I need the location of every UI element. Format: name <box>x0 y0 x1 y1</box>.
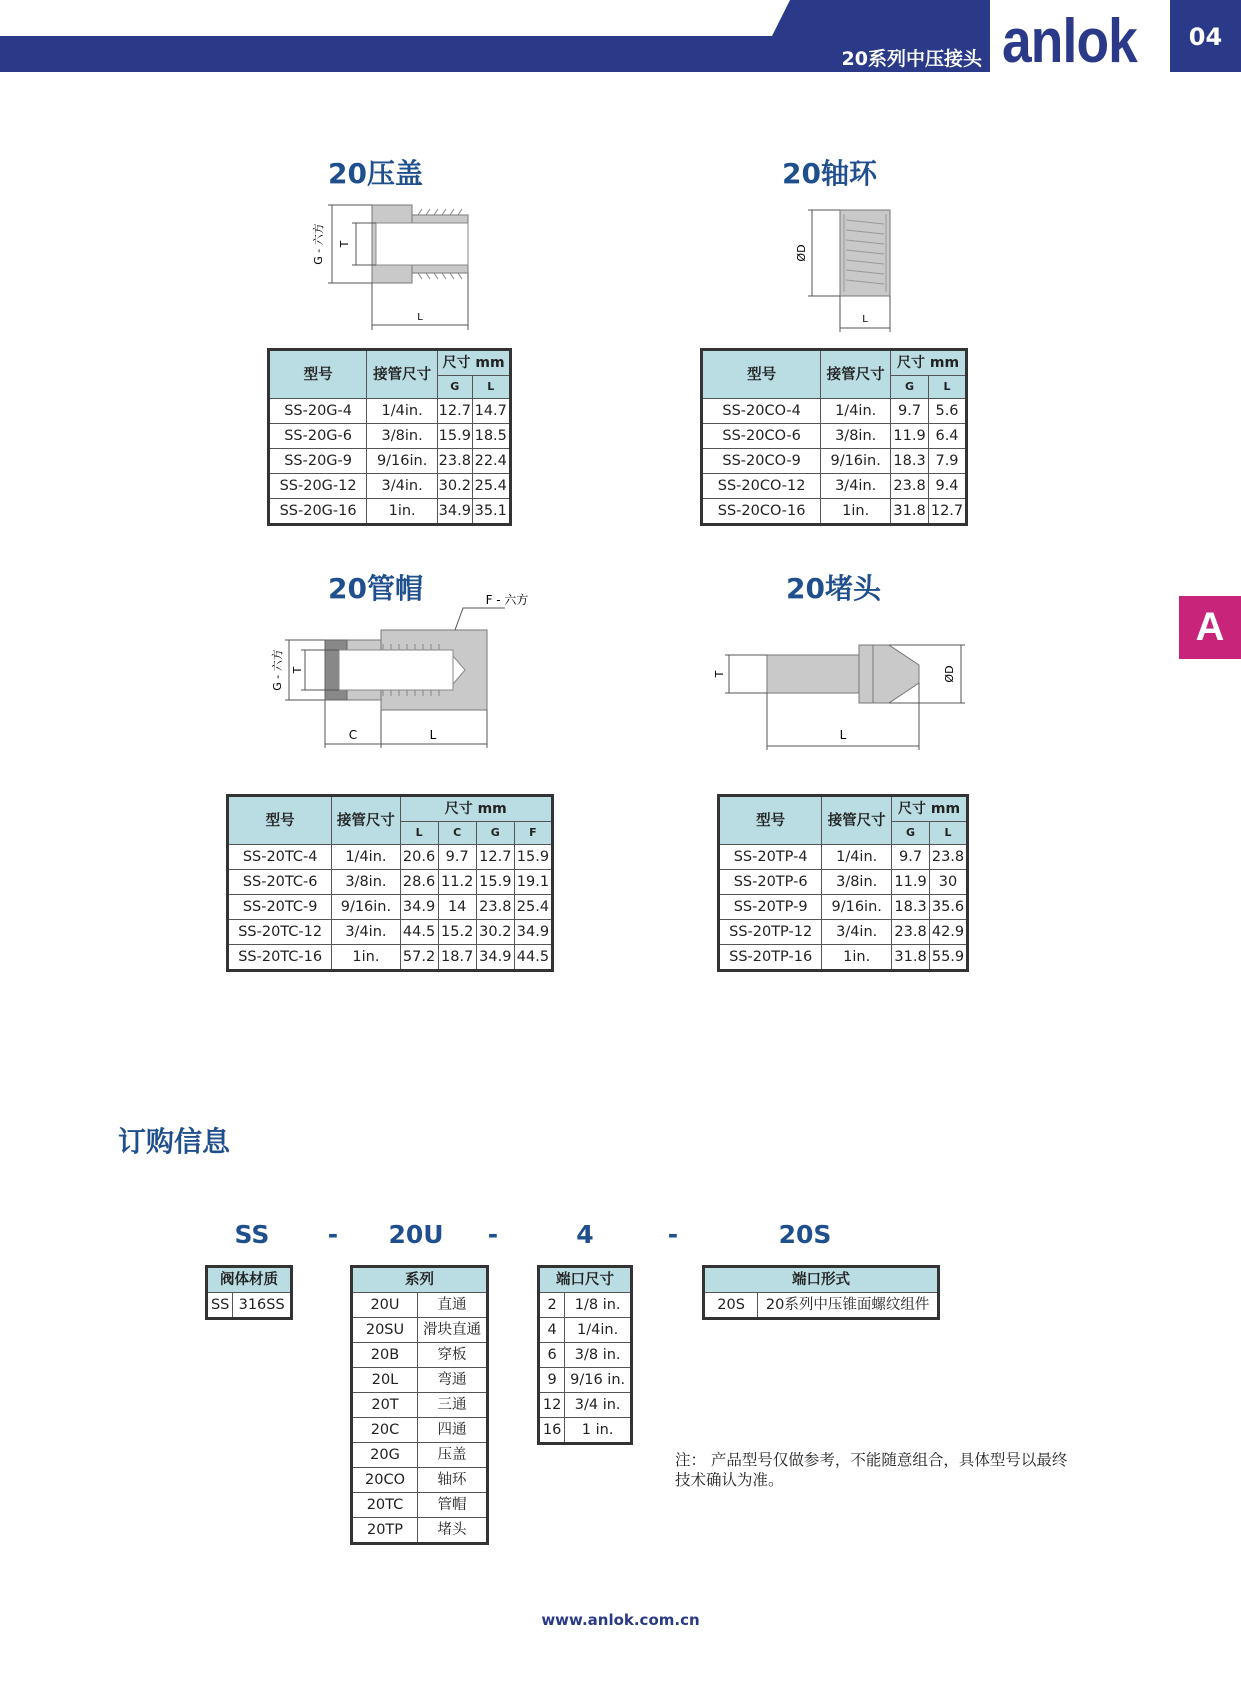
table-row <box>539 1318 632 1343</box>
table-cell: 直通 <box>418 1293 488 1318</box>
table-row <box>269 399 511 424</box>
gland-dim-g: G - 六方 <box>312 223 325 265</box>
table-cell: 20.6 <box>400 845 438 870</box>
table-row <box>207 1293 292 1319</box>
table-cell: SS-20TP-9 <box>719 895 822 920</box>
port-size-table <box>537 1265 633 1445</box>
footer-url[interactable]: www.anlok.com.cn <box>541 1611 700 1629</box>
table-cell: 42.9 <box>930 920 968 945</box>
code-series: 20U <box>388 1220 444 1249</box>
table-row <box>269 474 511 499</box>
table-cell: 12.7 <box>929 499 967 525</box>
cap-dim-g: G - 六方 <box>271 649 284 691</box>
table-cell: 35.6 <box>930 895 968 920</box>
table-cell: 20G <box>352 1443 418 1468</box>
table-cell: 7.9 <box>929 449 967 474</box>
cap-table <box>226 794 554 972</box>
table-cell: 34.9 <box>514 920 552 945</box>
table-cell: 3/4 in. <box>565 1393 632 1418</box>
table-cell: 9.4 <box>929 474 967 499</box>
table-cell: SS-20G-4 <box>269 399 367 424</box>
table-row <box>352 1418 488 1443</box>
table-row <box>719 870 968 895</box>
collar-table <box>700 348 968 526</box>
table-cell: 34.9 <box>476 945 514 971</box>
table-cell: 20TC <box>352 1493 418 1518</box>
table-row <box>719 945 968 971</box>
table-cell: SS-20G-12 <box>269 474 367 499</box>
table-cell: SS-20CO-16 <box>702 499 821 525</box>
port-form-table <box>702 1265 940 1320</box>
table-row <box>719 920 968 945</box>
header-size-mm: 尺寸 mm <box>891 350 967 376</box>
table-cell: 14.7 <box>472 399 511 424</box>
table-cell: 30 <box>930 870 968 895</box>
table-cell: SS-20TC-16 <box>228 945 332 971</box>
table-cell: 9.7 <box>891 399 929 424</box>
table-row <box>352 1468 488 1493</box>
table-cell: 18.5 <box>472 424 511 449</box>
table-cell: 31.8 <box>891 499 929 525</box>
plug-dim-t: T <box>713 670 726 678</box>
table-cell: 316SS <box>233 1293 292 1319</box>
table-cell: 23.8 <box>476 895 514 920</box>
header-col: G <box>476 822 514 845</box>
table-cell: 22.4 <box>472 449 511 474</box>
table-row <box>352 1318 488 1343</box>
table-cell: 9.7 <box>892 845 930 870</box>
table-cell: 57.2 <box>400 945 438 971</box>
table-cell: 三通 <box>418 1393 488 1418</box>
code-dash: - <box>667 1220 679 1249</box>
table-cell: 20SU <box>352 1318 418 1343</box>
table-cell: 1/8 in. <box>565 1293 632 1318</box>
section-tab: A <box>1179 596 1241 659</box>
table-cell: 23.8 <box>930 845 968 870</box>
collar-dim-d: ØD <box>795 244 808 262</box>
table-cell: 9/16in. <box>822 895 892 920</box>
table-cell: 44.5 <box>514 945 552 971</box>
gland-drawing <box>300 195 500 335</box>
header-size-mm: 尺寸 mm <box>400 796 552 822</box>
table-cell: 9/16 in. <box>565 1368 632 1393</box>
table-row <box>702 474 967 499</box>
header-tube-size: 接管尺寸 <box>367 350 438 399</box>
page-number: 04 <box>1170 0 1241 72</box>
material-header: 阀体材质 <box>207 1267 292 1293</box>
code-port-size: 4 <box>576 1220 594 1249</box>
table-cell: SS-20TP-4 <box>719 845 822 870</box>
table-cell: 1in. <box>822 945 892 971</box>
series-title: 20系列中压接头 <box>841 48 982 70</box>
table-row <box>539 1418 632 1444</box>
table-cell: 3/8in. <box>822 870 892 895</box>
table-row <box>719 845 968 870</box>
table-cell: SS-20CO-9 <box>702 449 821 474</box>
table-row <box>228 870 553 895</box>
table-row <box>269 449 511 474</box>
anlok-logo: anlok <box>1002 7 1137 76</box>
table-cell: 1/4in. <box>822 845 892 870</box>
header-col: L <box>930 822 968 845</box>
series-header: 系列 <box>352 1267 488 1293</box>
table-cell: SS-20G-6 <box>269 424 367 449</box>
header-model: 型号 <box>719 796 822 845</box>
table-cell: 1/4in. <box>332 845 400 870</box>
table-cell: 20系列中压锥面螺纹组件 <box>758 1293 939 1319</box>
table-cell: 3/4in. <box>822 920 892 945</box>
header-col: G <box>438 376 472 399</box>
table-cell: 15.9 <box>476 870 514 895</box>
table-row <box>228 920 553 945</box>
collar-title: 20轴环 <box>782 157 877 190</box>
port-size-header: 端口尺寸 <box>539 1267 632 1293</box>
table-cell: 18.3 <box>891 449 929 474</box>
cap-dim-t: T <box>291 666 304 674</box>
table-row <box>228 845 553 870</box>
table-cell: 压盖 <box>418 1443 488 1468</box>
code-port-form: 20S <box>778 1220 832 1249</box>
code-dash: - <box>487 1220 499 1249</box>
plug-drawing <box>715 635 975 755</box>
table-cell: 12 <box>539 1393 565 1418</box>
table-row <box>704 1293 939 1319</box>
table-cell: 19.1 <box>514 870 552 895</box>
table-cell: 1 in. <box>565 1418 632 1444</box>
table-row <box>539 1393 632 1418</box>
cap-dim-c: C <box>348 728 358 742</box>
table-cell: SS-20CO-4 <box>702 399 821 424</box>
ordering-note: 注： 产品型号仅做参考，不能随意组合，具体型号以最终技术确认为准。 <box>675 1451 1068 1489</box>
table-row <box>539 1343 632 1368</box>
header-col: G <box>891 376 929 399</box>
table-row <box>352 1343 488 1368</box>
table-cell: 2 <box>539 1293 565 1318</box>
table-cell: 34.9 <box>400 895 438 920</box>
code-material: SS <box>234 1220 270 1249</box>
table-row <box>269 499 511 525</box>
header-tube-size: 接管尺寸 <box>821 350 891 399</box>
table-cell: 28.6 <box>400 870 438 895</box>
table-row <box>269 424 511 449</box>
table-cell: SS-20G-16 <box>269 499 367 525</box>
table-cell: 12.7 <box>476 845 514 870</box>
table-cell: 35.1 <box>472 499 511 525</box>
gland-title: 20压盖 <box>328 157 423 190</box>
table-row <box>702 449 967 474</box>
header-size-mm: 尺寸 mm <box>438 350 511 376</box>
table-cell: 11.9 <box>891 424 929 449</box>
header-model: 型号 <box>269 350 367 399</box>
table-cell: 滑块直通 <box>418 1318 488 1343</box>
table-cell: 1/4in. <box>367 399 438 424</box>
table-cell: 11.9 <box>892 870 930 895</box>
material-table <box>205 1265 293 1320</box>
table-cell: 9 <box>539 1368 565 1393</box>
table-cell: 23.8 <box>438 449 472 474</box>
port-form-header: 端口形式 <box>704 1267 939 1293</box>
header-col: C <box>438 822 476 845</box>
table-cell: 6.4 <box>929 424 967 449</box>
table-cell: 堵头 <box>418 1518 488 1544</box>
table-cell: 20B <box>352 1343 418 1368</box>
plug-title: 20堵头 <box>786 572 881 605</box>
table-cell: 20C <box>352 1418 418 1443</box>
gland-table <box>267 348 512 526</box>
table-cell: 15.2 <box>438 920 476 945</box>
cap-drawing <box>265 593 530 748</box>
header-size-mm: 尺寸 mm <box>892 796 968 822</box>
table-row <box>539 1368 632 1393</box>
table-cell: 20CO <box>352 1468 418 1493</box>
table-row <box>228 895 553 920</box>
table-cell: 3/8in. <box>367 424 438 449</box>
table-cell: 5.6 <box>929 399 967 424</box>
table-row <box>228 945 553 971</box>
table-cell: 3/8in. <box>821 424 891 449</box>
table-row <box>352 1393 488 1418</box>
table-cell: 14 <box>438 895 476 920</box>
table-cell: 1in. <box>821 499 891 525</box>
table-cell: 1in. <box>367 499 438 525</box>
table-cell: SS-20TP-6 <box>719 870 822 895</box>
table-row <box>352 1518 488 1544</box>
table-cell: SS-20CO-12 <box>702 474 821 499</box>
table-cell: 11.2 <box>438 870 476 895</box>
table-cell: 15.9 <box>438 424 472 449</box>
table-cell: 25.4 <box>514 895 552 920</box>
plug-dim-l: L <box>839 728 847 742</box>
table-cell: 穿板 <box>418 1343 488 1368</box>
table-row <box>539 1293 632 1318</box>
table-cell: 20T <box>352 1393 418 1418</box>
table-cell: 9.7 <box>438 845 476 870</box>
table-cell: SS-20TC-12 <box>228 920 332 945</box>
table-cell: 20U <box>352 1293 418 1318</box>
table-row <box>719 895 968 920</box>
gland-dim-t: T <box>338 240 351 248</box>
cap-title: 20管帽 <box>328 572 423 605</box>
table-cell: 6 <box>539 1343 565 1368</box>
header-col: G <box>892 822 930 845</box>
table-cell: 3/8 in. <box>565 1343 632 1368</box>
table-cell: 16 <box>539 1418 565 1444</box>
table-cell: 31.8 <box>892 945 930 971</box>
table-cell: SS-20TC-9 <box>228 895 332 920</box>
table-cell: 15.9 <box>514 845 552 870</box>
collar-drawing <box>790 200 910 335</box>
plug-table <box>717 794 969 972</box>
table-cell: 18.3 <box>892 895 930 920</box>
table-cell: 4 <box>539 1318 565 1343</box>
header-tube-size: 接管尺寸 <box>822 796 892 845</box>
header-col: F <box>514 822 552 845</box>
header-col: L <box>400 822 438 845</box>
table-cell: 9/16in. <box>332 895 400 920</box>
table-cell: 1in. <box>332 945 400 971</box>
table-cell: SS-20TP-12 <box>719 920 822 945</box>
table-cell: 9/16in. <box>367 449 438 474</box>
header-model: 型号 <box>702 350 821 399</box>
series-table <box>350 1265 489 1545</box>
plug-dim-d: ØD <box>943 665 956 683</box>
table-cell: 23.8 <box>892 920 930 945</box>
table-cell: 3/8in. <box>332 870 400 895</box>
table-cell: 12.7 <box>438 399 472 424</box>
table-cell: 弯通 <box>418 1368 488 1393</box>
table-cell: SS-20TC-4 <box>228 845 332 870</box>
table-cell: 四通 <box>418 1418 488 1443</box>
table-row <box>352 1293 488 1318</box>
table-cell: 30.2 <box>438 474 472 499</box>
table-cell: SS <box>207 1293 233 1319</box>
table-cell: 25.4 <box>472 474 511 499</box>
cap-dim-f: F - 六方 <box>485 593 529 607</box>
table-row <box>702 499 967 525</box>
table-cell: SS-20TP-16 <box>719 945 822 971</box>
table-row <box>702 424 967 449</box>
table-cell: 管帽 <box>418 1493 488 1518</box>
table-cell: 23.8 <box>891 474 929 499</box>
table-cell: 18.7 <box>438 945 476 971</box>
table-cell: SS-20TC-6 <box>228 870 332 895</box>
table-cell: 1/4in. <box>821 399 891 424</box>
table-row <box>352 1493 488 1518</box>
table-cell: 3/4in. <box>821 474 891 499</box>
table-row <box>352 1443 488 1468</box>
gland-dim-l: L <box>417 312 423 323</box>
header-tube-size: 接管尺寸 <box>332 796 400 845</box>
header-col: L <box>929 376 967 399</box>
header-model: 型号 <box>228 796 332 845</box>
ordering-title: 订购信息 <box>118 1125 231 1158</box>
table-cell: 3/4in. <box>367 474 438 499</box>
table-cell: 9/16in. <box>821 449 891 474</box>
table-cell: 20L <box>352 1368 418 1393</box>
collar-dim-l: L <box>862 314 868 325</box>
table-row <box>702 399 967 424</box>
table-cell: 20S <box>704 1293 758 1319</box>
table-cell: 1/4in. <box>565 1318 632 1343</box>
table-cell: 轴环 <box>418 1468 488 1493</box>
table-row <box>352 1368 488 1393</box>
table-cell: 44.5 <box>400 920 438 945</box>
cap-dim-l: L <box>429 728 437 742</box>
table-cell: 55.9 <box>930 945 968 971</box>
table-cell: 20TP <box>352 1518 418 1544</box>
header-col: L <box>472 376 511 399</box>
table-cell: 34.9 <box>438 499 472 525</box>
table-cell: SS-20CO-6 <box>702 424 821 449</box>
table-cell: SS-20G-9 <box>269 449 367 474</box>
code-dash: - <box>327 1220 339 1249</box>
table-cell: 3/4in. <box>332 920 400 945</box>
table-cell: 30.2 <box>476 920 514 945</box>
